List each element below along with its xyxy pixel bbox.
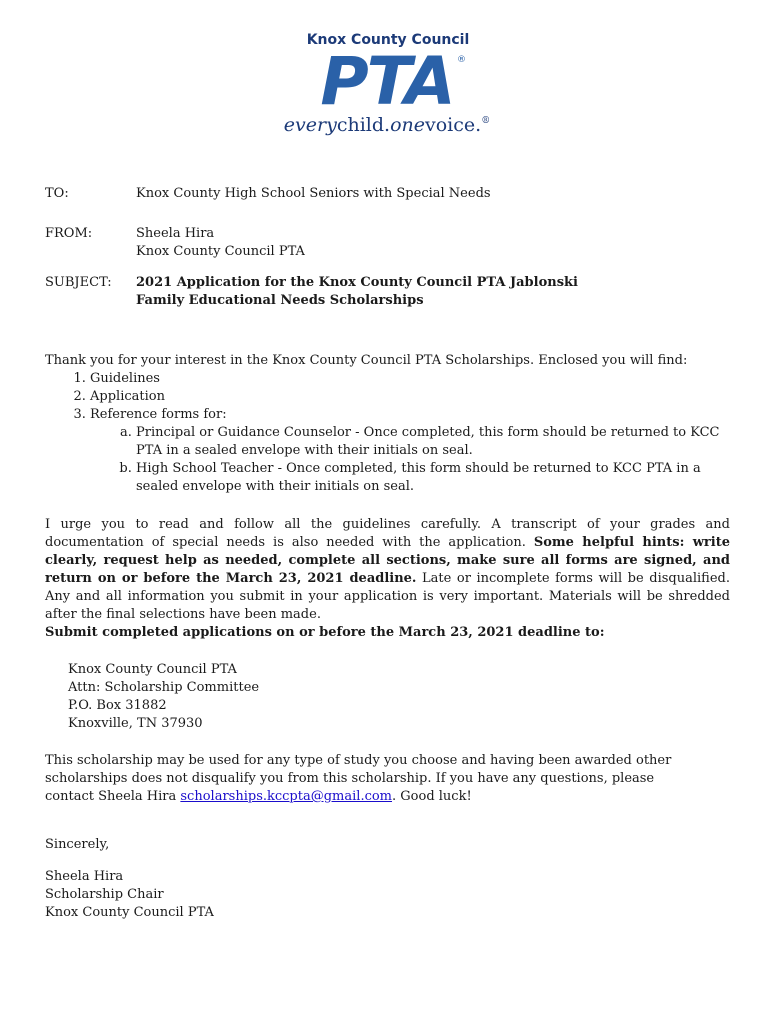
memo-from-org: Knox County Council PTA [136, 244, 305, 259]
address-line: Knoxville, TN 37930 [68, 716, 203, 731]
logo-org-line: Knox County Council [306, 32, 470, 48]
logo-registered-mark: ® [457, 55, 466, 65]
tagline-registered: ® [481, 116, 491, 126]
intro-text: Thank you for your interest in the Knox County Council PTA Scholarships. Enclosed you will find: [45, 353, 688, 368]
address-line: P.O. Box 31882 [68, 698, 167, 713]
tagline-every: every [283, 114, 337, 136]
memo-from-label: FROM: [45, 226, 93, 241]
guidelines-text-end: Late or incomplete forms will be disqualified. Any and all information you submit in your application is very important. Materials will be shredded after the final selections have been made. [45, 571, 730, 622]
tagline-voice: voice. [425, 114, 482, 136]
sign-off: Sincerely, [45, 837, 110, 852]
closing-text-end: . Good luck! [392, 789, 472, 804]
pta-logo-mark [265, 28, 505, 138]
helpful-hints-text: Some helpful hints: write clearly, request help as needed, complete all sections, make sure all forms are signed, and return on or before the March 23, 2021 deadline. [45, 535, 730, 586]
intro-section [45, 352, 730, 496]
submit-heading: Submit completed applications on or before the March 23, 2021 deadline to: [45, 625, 605, 640]
logo-tagline [284, 114, 490, 136]
address-line: Attn: Scholarship Committee [68, 680, 260, 695]
list-item: 2. Application [90, 388, 730, 406]
signature-name: Sheela Hira [45, 869, 124, 884]
address-line: Knox County Council PTA [68, 662, 237, 677]
pta-logo [0, 28, 770, 138]
email-link[interactable]: scholarships.kccpta@gmail.com [180, 789, 393, 804]
list-item [90, 406, 730, 496]
closing-paragraph [45, 752, 705, 806]
tagline-child: child. [336, 114, 391, 136]
memo-from-row [45, 225, 725, 265]
list-item: a. Principal or Guidance Counselor - Once completed, this form should be returned to KCC PTA in a sealed envelope with their initials on seal. [136, 424, 730, 460]
signature-title: Scholarship Chair [45, 887, 164, 902]
memo-to-label: TO: [45, 186, 69, 201]
memo-from-name: Sheela Hira [136, 226, 215, 241]
memo-to-value: Knox County High School Seniors with Special Needs [136, 186, 491, 201]
list-item: b. High School Teacher - Once completed, this form should be returned to KCC PTA in a sealed envelope with their initials on seal. [136, 460, 730, 496]
memo-subject-line-1: 2021 Application for the Knox County Council PTA Jablonski [136, 275, 578, 290]
reference-forms-list [90, 424, 730, 496]
memo-subject-label: SUBJECT: [45, 275, 112, 290]
guidelines-text: I urge you to read and follow all the guidelines carefully. A transcript of your grades and documentation of special needs is also needed with the application. [45, 517, 730, 550]
enclosure-list [45, 370, 730, 496]
signature-org: Knox County Council PTA [45, 905, 214, 920]
logo-pta-mark: PTA [320, 43, 454, 120]
guidelines-paragraph [45, 516, 730, 624]
memo-to-row [45, 185, 725, 205]
list-item-label: Reference forms for: [90, 407, 227, 422]
mailing-address [68, 661, 259, 733]
signature-block [45, 868, 214, 922]
closing-text: This scholarship may be used for any type of study you choose and having been awarded other scholarships does not disqualify you from this scholarship. If you have any questions, please contact Sheela Hira [45, 753, 672, 804]
memo-subject-row [45, 274, 725, 314]
list-item: 1. Guidelines [90, 370, 730, 388]
tagline-one: one [390, 114, 426, 136]
memo-subject-line-2: Family Educational Needs Scholarships [136, 293, 424, 308]
